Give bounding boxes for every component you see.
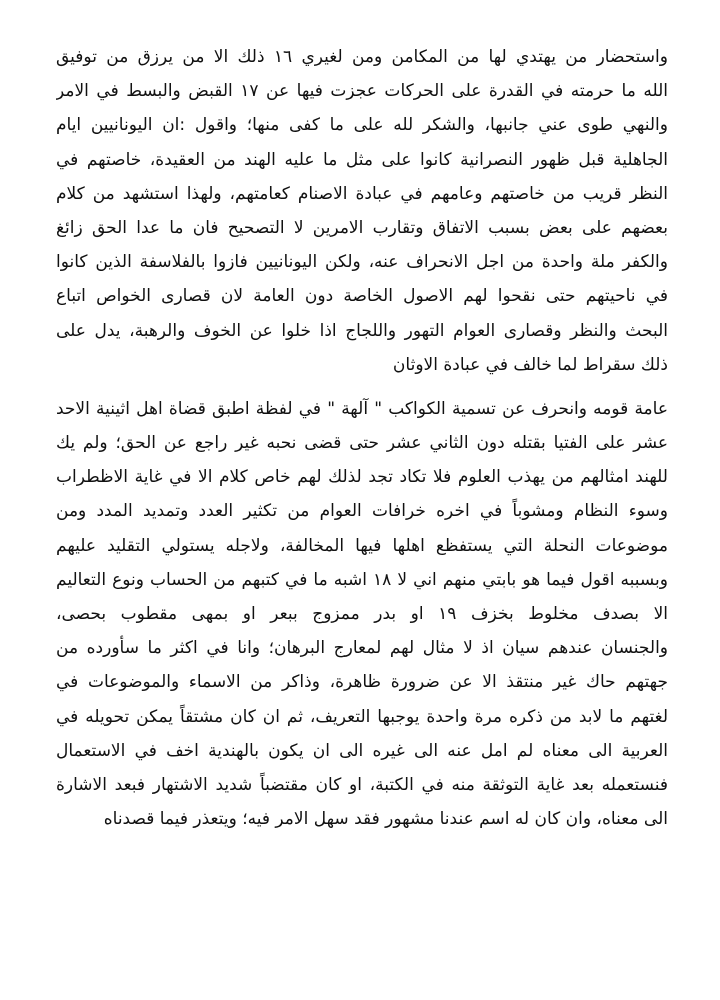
text-line: في ناحيتهم حتى نقحوا لهم الاصول الخاصة دون العامة لان قصارى الخواص اتباع bbox=[56, 286, 668, 307]
paragraph-2 bbox=[56, 392, 668, 836]
text-line: للهند امثالهم من يهذب العلوم فلا تكاد تجد لذلك لهم خاص كلام الا في غاية الاظطراب bbox=[56, 467, 668, 488]
text-line: لغتهم ما لابد من ذكره مرة واحدة يوجبها التعريف، ثم ان كان مشتقاً يمكن تحويله في bbox=[56, 706, 668, 727]
text-line: واستحضار من يهتدي لها من المكامن ومن لغيري ١٦ ذلك الا من يرزق من توفيق bbox=[56, 47, 668, 67]
text-line: الله ما حرمته في القدرة على الحركات عجزت فيها عن ١٧ القبض والبسط في الامر bbox=[56, 81, 668, 102]
text-line: والنهي طوى عني جانبها، والشكر لله على ما كفى منها؛ واقول :ان اليونانيين ايام bbox=[56, 115, 668, 136]
text-line: النظر قريب من خاصتهم وعامهم في عبادة الاصنام كعامتهم، ولهذا استشهد من كلام bbox=[56, 183, 668, 204]
text-line: والكفر ملة واحدة من اجل الانحراف عنه، ولكن اليونانيين فازوا بالفلاسفة الذين كانوا bbox=[56, 252, 668, 273]
text-line: ذلك سقراط لما خالف في عبادة الاوثان bbox=[392, 354, 668, 375]
text-line: عشر على الفتيا بقتله دون الثاني عشر حتى قضى نحبه غير راجع عن الحق؛ ولم يك bbox=[56, 433, 668, 454]
text-line: العربية الى معناه لم امل عنه الى غيره الى ان يكون بالهندية اخف في الاستعمال bbox=[56, 740, 668, 761]
document-page bbox=[56, 40, 668, 836]
text-line: فنستعمله بعد غاية التوثقة منه في الكتبة، او كان مقتضباً شديد الاشتهار فبعد الاشارة bbox=[56, 774, 668, 795]
text-line: عامة قومه وانحرف عن تسمية الكواكب " آلهة " في لفظة اطبق قضاة اهل اثينية الاحد bbox=[56, 398, 668, 419]
text-line: موضوعات النحلة التي يستفظع اهلها فيها المخالفة، ولاجله يستولي التقليد عليهم bbox=[56, 535, 668, 556]
text-line: وبسببه اقول فيما هو بابتي منهم اني لا ١٨ اشبه ما في كتبهم من الحساب ونوع التعاليم bbox=[56, 569, 668, 590]
text-line: وسوء النظام ومشوباً في اخره خرافات العوام من تكثير العدد وتمديد المدد ومن bbox=[56, 501, 668, 522]
text-line: البحث والنظر وقصارى العوام التهور واللجاج اذا خلوا عن الخوف والرهبة، يدل على bbox=[56, 320, 668, 341]
text-line: الا بصدف مخلوط بخزف ١٩ او بدر ممزوج ببعر او بمهى مقطوب بحصى، bbox=[56, 604, 668, 624]
text-line: الى معناه، وان كان له اسم عندنا مشهور فقد سهل الامر فيه؛ ويتعذر فيما قصدناه bbox=[103, 809, 668, 830]
paragraph-1 bbox=[56, 40, 668, 382]
text-line: جهتهم حاك غير منتقذ الا عن ضرورة ظاهرة، وذاكر من الاسماء والموضوعات في bbox=[56, 672, 668, 693]
paragraph-gap bbox=[56, 382, 668, 392]
text-line: بعضهم على بعض بسبب الاتفاق وتقارب الامرين لا التصحيح فان ما عدا الحق زائغ bbox=[56, 217, 668, 238]
text-line: الجاهلية قبل ظهور النصرانية كانوا على مثل ما عليه الهند من العقيدة، خاصتهم في bbox=[56, 149, 668, 170]
text-line: والجنسان عندهم سيان اذ لا مثال لهم لمعارج البرهان؛ وانا في اكثر ما سأورده من bbox=[56, 638, 668, 659]
